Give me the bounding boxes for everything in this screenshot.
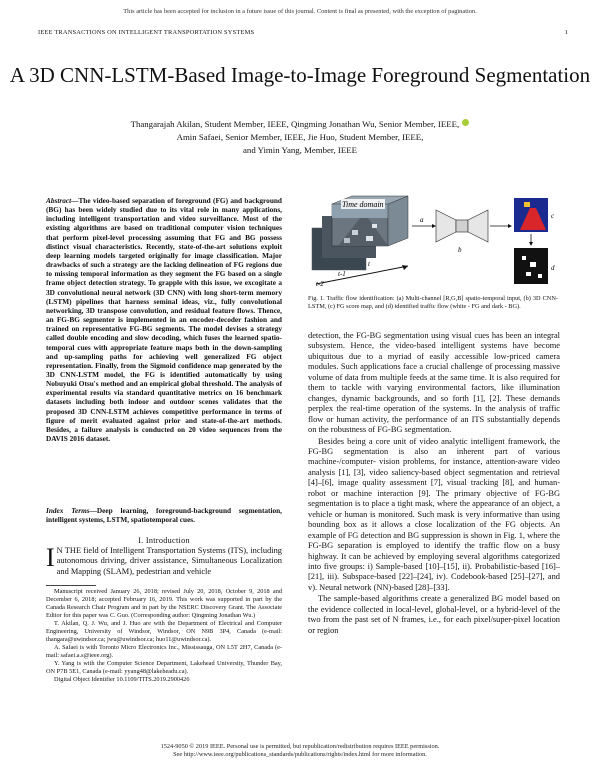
acceptance-notice: This article has been accepted for inclusion in a future issue of this journal. Content is final as presented, with the exception of pagination. (123, 8, 477, 15)
label-t-1: t-1 (338, 270, 346, 278)
footnote-affiliation-3: Y. Yang is with the Computer Science Department, Lakehead University, Thunder Bay, ON P7B 5E1, Canada (e-mail: yyang48@lakeheadu.ca). (46, 660, 282, 675)
abstract-label: Abstract (46, 196, 72, 205)
copyright-footer (0, 743, 600, 759)
index-terms: Index Terms—Deep learning, foreground-background segmentation, intelligent systems, LSTM, spatiotemporal cues. (46, 506, 283, 525)
paragraph-3: The sample-based algorithms create a generalized BG model based on the evidence collected in local-level, global-level, or a hybrid-level of the two from the past set of N frames, i.e., for each pixel/super-pixel location or region (308, 594, 560, 635)
section-heading-introduction: I. Introduction (138, 536, 190, 545)
journal-name: IEEE TRANSACTIONS ON INTELLIGENT TRANSPORTATION SYSTEMS (38, 29, 255, 36)
paper-title: A 3D CNN-LSTM-Based Image-to-Image Foreground Segmentation (9, 63, 591, 87)
index-terms-label: Index Terms (46, 506, 90, 515)
paragraph-1: detection, the FG-BG segmentation using visual cues has been an integral subsystem. Hence, the video-based intelligent systems have become ubiquitous due to a myriad of easily accessible low-priced camera modules. Such applications face a crucial challenge of processing massive volume of data from multiple feeds at the same time. It is also required for them to tackle with varying environmental factors, like illumination changes, dynamic backgrounds, and so forth [1], [2]. These demands perplex the real-time operation of the systems. In the analysis of traffic flow or human activity, the performance of an ITS substantially depends on the robustness of FG-BG segmentation. (308, 331, 560, 435)
author-line-1: Thangarajah Akilan, Student Member, IEEE, Qingming Jonathan Wu, Senior Member, IEEE, (40, 118, 560, 131)
author-list (40, 118, 560, 158)
time-domain-label: Time domain (342, 200, 384, 209)
copyright-line: 1524-9050 © 2019 IEEE. Personal use is permitted, but republication/redistribution requires IEEE permission. (160, 743, 440, 750)
index-terms-text: Deep learning, foreground-background segmentation, intelligent systems, LSTM, spatiotemporal cues. (46, 506, 283, 525)
drop-cap: I (46, 543, 55, 572)
footnotes (46, 588, 282, 684)
page-number: 1 (564, 29, 568, 36)
label-d: d (551, 264, 555, 272)
right-column-text (308, 331, 560, 636)
label-c: c (551, 212, 555, 220)
footnote-affiliation-1: T. Akilan, Q. J. Wu, and J. Huo are with the Department of Electrical and Computer Engineering, University of Windsor, Windsor, ON N9B 3P4, Canada (e-mail: thangara@uwindsor.ca; jwu@uwindsor.ca; huo11@uwindsor.ca). (46, 620, 282, 643)
intro-paragraph (46, 543, 282, 577)
author-line-3: and Yimin Yang, Member, IEEE (243, 145, 357, 156)
paragraph-2: Besides being a core unit of video analytic intelligent framework, the FG-BG segmentation is also an inherent part of various machine-/computer- vision problems, for instance, attention-aware video analysis [1], [3], video saliency-based object segmentation and retrieval [4]–[6], image quality assessment [7], visual tracking [8], and human-robot or machine interaction [9]. The primary objective of FG-BG segmentation is to place a tight mask, where the appearance of an object, a vehicle or human is monitored. Such mask is very informative than using bounding box as it allows a close localization of the FG objects. An example of FG detection and BG suppression is shown in Fig. 1, where the FG-BG separation is employed to identify the traffic flow on a busy highway. It can be achieved by employing several algorithms categorized into five groups: i) Sample-based [10]–[15], ii). Probabilistic-based [16]–[21], iii). Subspace-based [22]–[24], iv). Codebook-based [25]–[27], and v). Neural network (NN)-based [28]–[33]. (308, 436, 560, 592)
author-line-2: Amin Safaei, Senior Member, IEEE, Jie Huo, Student Member, IEEE, (176, 132, 424, 143)
figure-1 (308, 194, 560, 288)
running-header (38, 29, 568, 36)
footnote-doi: Digital Object Identifier 10.1109/TITS.2019.2900426 (54, 676, 190, 683)
orcid-icon[interactable] (462, 119, 469, 126)
label-a: a (420, 216, 424, 224)
figure-caption: Fig. 1. Traffic flow identification: (a) Multi-channel [R,G,B] spatio-temporal input, (b) 3D CNN-LSTM, (c) FG score map, and (d) identified traffic flow (white - FG and dark - BG). (308, 295, 558, 310)
label-b: b (458, 246, 462, 254)
label-t-2: t-2 (316, 280, 324, 288)
label-t: t (368, 260, 370, 268)
rights-link[interactable]: See http://www.ieee.org/publications_standards/publications/rights/index.html for more information. (173, 751, 427, 758)
intro-text: N THE field of Intelligent Transportation Systems (ITS), including autonomous driving, driver assistance, Simultaneous Localization and Mapping (SLAM), pedestrian and vehicle (56, 546, 282, 576)
footnote-divider (46, 585, 96, 586)
footnote-manuscript: Manuscript received January 26, 2018; revised July 20, 2018, October 9, 2018 and December 6, 2018; accepted February 16, 2019. This work was supported in part by the Canada Research Chair Program and in part by the NSERC Discovery Grant. The Associate Editor for this paper was C. Guo. (Corresponding author: Qingming Jonathan Wu.) (46, 588, 282, 619)
footnote-affiliation-2: A. Safaei is with Toronto Micro Electronics Inc., Mississauga, ON L5T 2H7, Canada (e-mail: safaei.a.s@ieee.org). (46, 644, 282, 659)
abstract-text: The video-based separation of foreground (FG) and background (BG) has been widely studied due to its vital role in many applications, including intelligent transportation and video surveillance. Most of the existing algorithms are based on traditional computer vision techniques that perform pixel-level processing assuming that FG and BG possess distinct visual characteristics. Recently, state-of-the-art solutions exploit deep learning models targeted originally for image classification. Major drawbacks of such a strategy are the lacking delineation of FG regions due to missing temporal information as they segment the FG based on a single frame object detection strategy. To grapple with this issue, we excogitate a 3D convolutional neural network (3D CNN) with long short-term memory (LSTM) pipelines that harness seminal ideas, viz., fully convolutional networking, 3D transpose convolution, and residual feature flows. Thence, an FG-BG segmenter is implemented in an encoder-decoder fashion and trained on representative FG-BG segments. The model devises a strategy called double encoding and slow decoding, which fuses the learned spatio-temporal cues with appropriate feature maps both in the down-sampling and up-sampling paths for achieving well generalized FG object representation. Finally, from the Sigmoid confidence map generated by the 3D CNN-LSTM model, the FG is identified automatically by using Nobuyuki Otsu's method and an empirical global threshold. The analysis of experimental results via standard quantitative metrics on 16 benchmark datasets including both indoor and outdoor scenes validates that the proposed 3D CNN-LSTM achieves competitive performance in terms of figure of merit evaluated against prior and state-of-the-art methods. Besides, a failure analysis is conducted on 20 video sequences from the DAVIS 2016 dataset. (46, 196, 282, 444)
cnn-lstm-network (436, 210, 488, 242)
abstract: Abstract—The video-based separation of foreground (FG) and background (BG) has been widely studied due to its vital role in many applications, including intelligent transportation and video surveillance. Most of the existing algorithms are based on traditional computer vision techniques that perform pixel-level processing assuming that FG and BG possess distinct visual characteristics. Recently, state-of-the-art solutions exploit deep learning models targeted originally for image classification. Major drawbacks of such a strategy are the lacking delineation of FG regions due to missing temporal information as they segment the FG based on a single frame object detection strategy. To grapple with this issue, we excogitate a 3D convolutional neural network (3D CNN) with long short-term memory (LSTM) pipelines that harness seminal ideas, viz., fully convolutional networking, 3D transpose convolution, and residual feature flows. Thence, an FG-BG segmenter is implemented in an encoder-decoder fashion and trained on representative FG-BG segments. The model devises a strategy called double encoding and slow decoding, which fuses the learned spatio-temporal cues with appropriate feature maps both in the down-sampling and up-sampling paths for achieving well generalized FG object representation. Finally, from the Sigmoid confidence map generated by the 3D CNN-LSTM model, the FG is identified automatically by using Nobuyuki Otsu's method and an empirical global threshold. The analysis of experimental results via standard quantitative metrics on 16 benchmark datasets including both indoor and outdoor scenes validates that the proposed 3D CNN-LSTM achieves competitive performance in terms of figure of merit evaluated against prior and state-of-the-art methods. Besides, a failure analysis is conducted on 20 video sequences from the DAVIS 2016 dataset. (46, 196, 282, 444)
